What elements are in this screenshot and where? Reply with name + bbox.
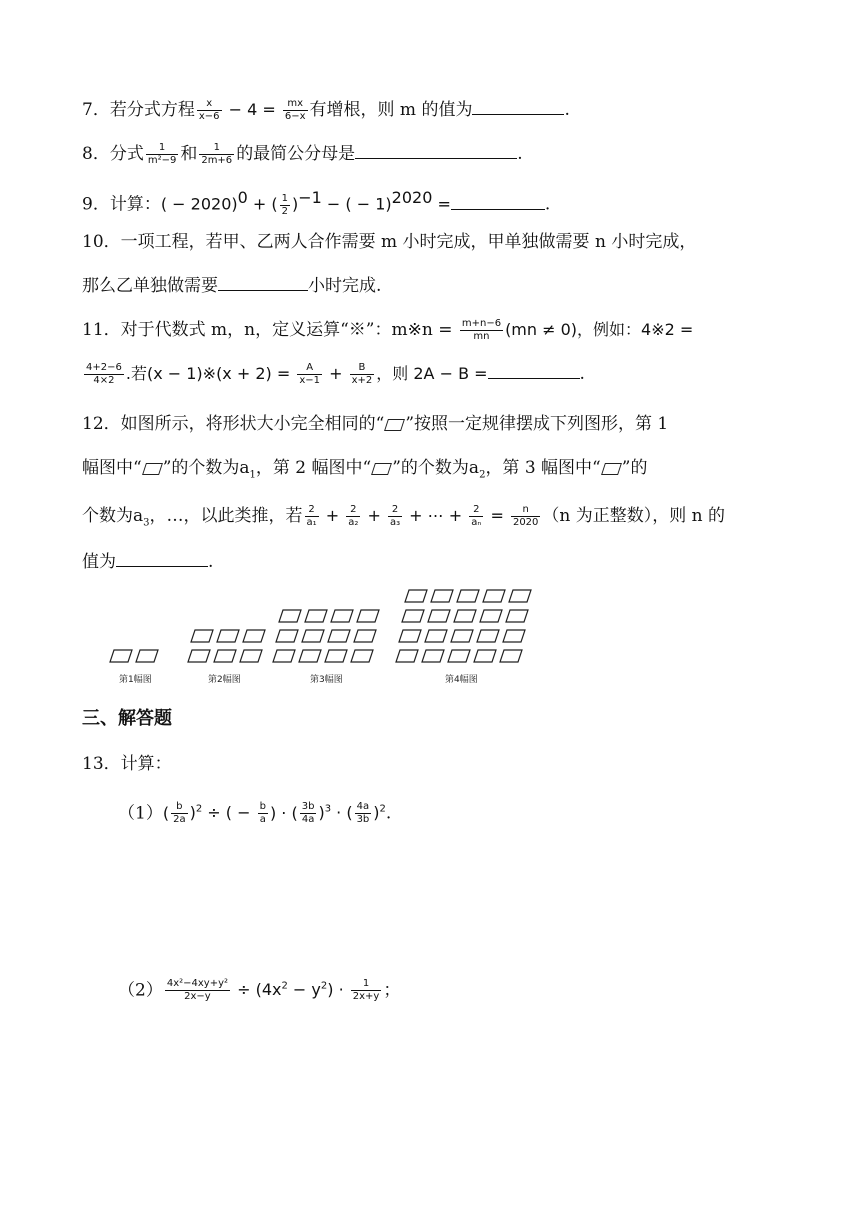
parallelogram-shape: [325, 650, 347, 662]
parallelogram-shape: [331, 610, 353, 622]
parallelogram-shape: [302, 630, 324, 642]
q13-p1-frac-2: $\frac{b}{a}$: [259, 801, 266, 826]
q11-fraction-a: $\frac{A}{x-1}$: [299, 362, 321, 386]
parallelogram-shape: [405, 590, 427, 602]
question-7: 7．若分式方程 $\frac{x}{x-6}$ − 4 = $\frac{mx}{6-x}$ 有增根，则 m 的值为 .: [82, 98, 570, 122]
parallelogram-shape: [402, 610, 424, 622]
q12-fraction-3: $\frac{2}{\text{a₃}}$: [389, 504, 401, 528]
figure-caption-4: 第4幅图: [445, 675, 478, 685]
parallelogram-shape: [500, 650, 522, 662]
q7-fraction-1: $\frac{x}{x-6}$: [198, 98, 220, 122]
parallelogram-shape: [477, 630, 499, 642]
q12-fraction-result: $\frac{n}{2020}$: [512, 504, 539, 528]
parallelogram-shape: [506, 610, 528, 622]
parallelogram-shape: [240, 650, 262, 662]
figure-caption-2: 第2幅图: [208, 675, 241, 685]
figure-caption-1: 第1幅图: [119, 675, 152, 685]
parallelogram-shape: [279, 610, 301, 622]
q13-p2-frac-1: $\frac{\text{4x²−4xy+y²}}{2x-y}$: [166, 978, 228, 1003]
parallelogram-shape: [457, 590, 479, 602]
question-10-line-2: 那么乙单独做需要 小时完成.: [82, 276, 382, 296]
parallelogram-shape: [110, 650, 132, 662]
parallelogram-shape: [509, 590, 531, 602]
parallelogram-shape: [136, 650, 158, 662]
q11-fraction-example: $\frac{4+2-6}{4\times 2}$: [86, 362, 122, 386]
parallelogram-shape: [354, 630, 376, 642]
parallelogram-shape: [474, 650, 496, 662]
question-12-line-4: 值为 .: [82, 552, 214, 572]
question-8: 8．分式 $\frac{1}{\text{m²−9}}$ 和 $\frac{1}{2m+6}$ 的最简公分母是 .: [82, 142, 523, 166]
parallelogram-shape: [305, 610, 327, 622]
question-13-title: 13．计算：: [82, 754, 172, 774]
parallelogram-shape: [428, 610, 450, 622]
question-12-line-2: 幅图中“ ”的个数为$a_1$，第 2 幅图中“ ”的个数为$a_2$，第 3 幅图中“ ”的: [82, 458, 648, 481]
q9-fraction-half: $\frac{1}{2}$: [281, 192, 288, 217]
q13-p1-frac-3: $\frac{3b}{4a}$: [301, 801, 315, 826]
q7-number: 7．若分式方程: [82, 100, 195, 120]
parallelogram-shape: [399, 630, 421, 642]
question-12-line-1: 12．如图所示，将形状大小完全相同的“ ”按照一定规律摆成下列图形，第 1: [82, 414, 669, 434]
parallelogram-shape: [214, 650, 236, 662]
q12-fraction-n: $\frac{2}{\text{aₙ}}$: [471, 504, 482, 528]
parallelogram-shape: [448, 650, 470, 662]
q8-fraction-1: $\frac{1}{\text{m²−9}}$: [147, 142, 177, 166]
q8-fraction-2: $\frac{1}{2m+6}$: [201, 142, 233, 166]
parallelogram-shape: [425, 630, 447, 642]
parallelogram-shape: [188, 650, 210, 662]
q13-p1-frac-4: $\frac{4a}{3b}$: [356, 801, 370, 826]
parallelogram-shape: [351, 650, 373, 662]
q11-fraction-def: $\frac{m+n-6}{mn}$: [461, 318, 502, 342]
parallelogram-shape: [328, 630, 350, 642]
parallelogram-shape: [273, 650, 295, 662]
q11-fraction-b: $\frac{B}{x+2}$: [351, 362, 373, 386]
question-13-part-2: （2） $\frac{\text{4x²−4xy+y²}}{2x-y}$ ÷ $(4x^2 - y^2)$ · $\frac{1}{2x+y}$ ；: [118, 978, 401, 1003]
parallelogram-shape: [422, 650, 444, 662]
parallelogram-shape: [431, 590, 453, 602]
question-10-line-1: 10．一项工程，若甲、乙两人合作需要 m 小时完成，甲单独做需要 n 小时完成，: [82, 232, 697, 252]
parallelogram-shape: [276, 630, 298, 642]
question-13-part-1: （1）( $\frac{b}{2a}$ )$^2$ ÷ ( − $\frac{b}{a}$ ) · ( $\frac{3b}{4a}$ )$^3$ · ( $\frac{4a}{3b}$ )$^2$.: [118, 801, 392, 826]
parallelogram-shape: [483, 590, 505, 602]
question-11-line-2: $\frac{4+2-6}{4\times 2}$ .若(x − 1)※(x + 2) = $\frac{A}{x-1}$ + $\frac{B}{x+2}$ ，则 2A − B = .: [86, 362, 585, 386]
parallelogram-shape: [357, 610, 379, 622]
parallelogram-shape: [503, 630, 525, 642]
parallelogram-shape: [217, 630, 239, 642]
parallelogram-shape: [299, 650, 321, 662]
parallelogram-shape: [480, 610, 502, 622]
parallelogram-shape: [396, 650, 418, 662]
q13-p1-frac-1: $\frac{b}{2a}$: [173, 801, 186, 826]
q13-p2-frac-2: $\frac{1}{2x+y}$: [352, 978, 380, 1003]
parallelogram-shape: [191, 630, 213, 642]
q7-fraction-2: $\frac{mx}{6-x}$: [284, 98, 306, 122]
parallelogram-shape: [451, 630, 473, 642]
question-9: 9．计算：( − 2020)$^0$ + ( $\frac{1}{2}$ )$^{-1}$ − ( − 1)$^{2020}$ = .: [82, 188, 551, 217]
question-11-line-1: 11．对于代数式 m，n，定义运算“※”：m※n = $\frac{m+n-6}{mn}$ (mn ≠ 0)，例如：4※2 =: [82, 318, 694, 342]
q12-fraction-1: $\frac{2}{\text{a₁}}$: [306, 504, 317, 528]
parallelogram-shape: [454, 610, 476, 622]
figure-caption-3: 第3幅图: [310, 675, 343, 685]
parallelogram-shape: [243, 630, 265, 642]
section-heading: 三、解答题: [82, 708, 172, 729]
question-12-line-3: 个数为$a_3$，…，以此类推，若 $\frac{2}{\text{a₁}}$ + $\frac{2}{\text{a₂}}$ + $\frac{2}{\text{a₃}}$ + ⋯ + $\frac{2}{\text{aₙ}}$ = $\frac{n}{2020}$ （n 为正整数），则 n 的: [82, 504, 726, 529]
q12-fraction-2: $\frac{2}{\text{a₂}}$: [348, 504, 359, 528]
